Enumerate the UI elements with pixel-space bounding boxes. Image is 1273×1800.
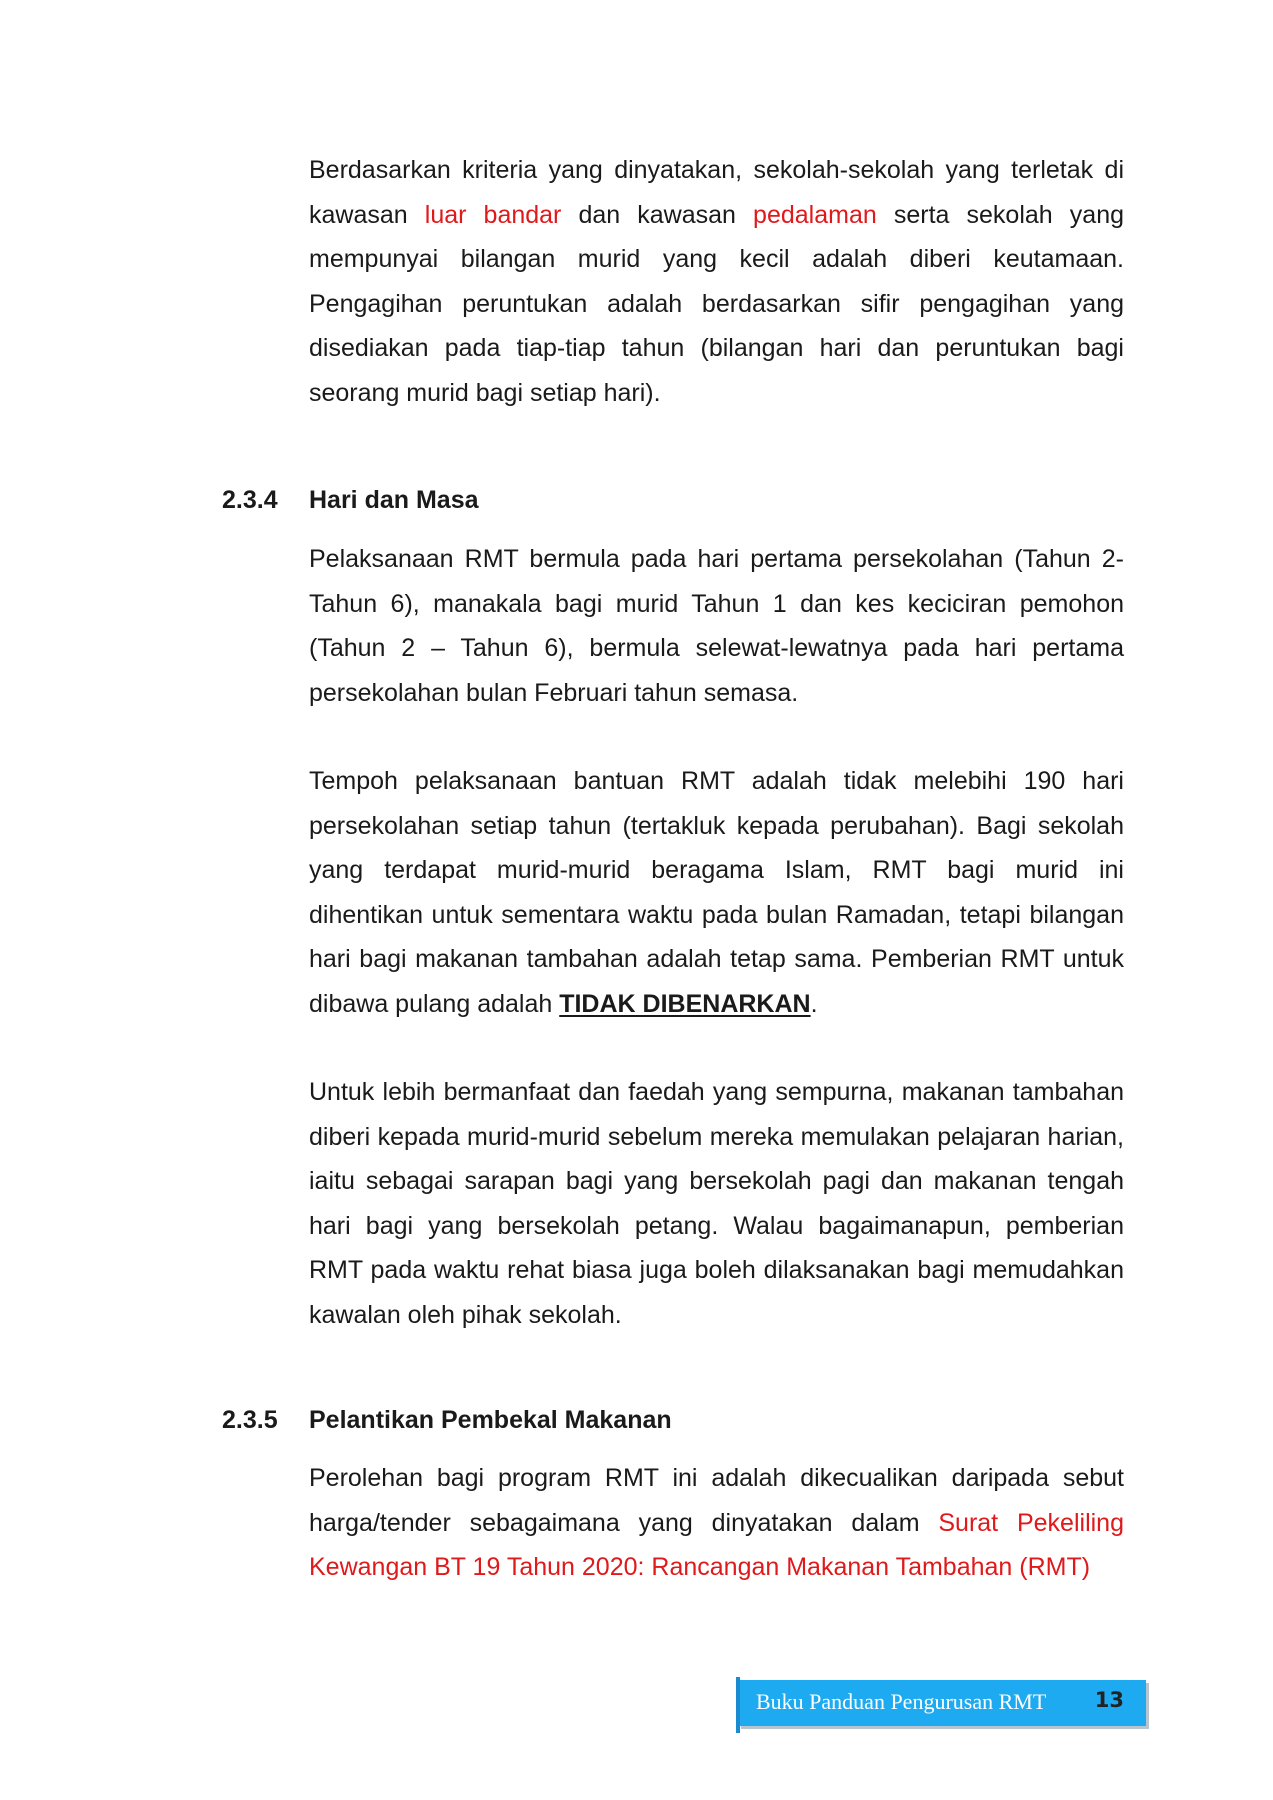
paragraph-text: Perolehan bagi program RMT ini adalah dikecualikan daripada sebut harga/tender sebagaimana yang dinyatakan dalam (309, 1464, 1124, 1537)
hari-masa-paragraph-2 (309, 759, 1124, 1026)
highlight-luar-bandar: luar bandar (424, 200, 562, 229)
intro-text-a: Berdasarkan kriteria yang dinyatakan, sekolah-sekolah yang terletak di kawasan (309, 156, 1124, 229)
intro-text-b: dan kawasan (561, 200, 754, 229)
paragraph-text: Untuk lebih bermanfaat dan faedah yang sempurna, makanan tambahan diberi kepada murid-murid sebelum mereka memulakan pelajaran harian, iaitu sebagai sarapan bagi yang bersekolah pagi dan makanan tengah hari bagi yang bersekolah petang. Walau bagaimanapun, pemberian RMT pada waktu rehat biasa juga boleh dilaksanakan bagi memudahkan kawalan oleh pihak sekolah. (309, 1078, 1124, 1329)
page-number: 13 (1094, 1688, 1124, 1712)
intro-text-c: serta sekolah yang mempunyai bilangan murid yang kecil adalah diberi keutamaan. Pengagihan peruntukan adalah berdasarkan sifir pengagihan yang disediakan pada tiap-tiap tahun (bilangan hari dan peruntukan bagi seorang murid bagi setiap hari). (309, 200, 1124, 407)
section-title: Hari dan Masa (309, 486, 479, 514)
pembekal-paragraph (309, 1456, 1124, 1590)
section-heading-2-3-4 (222, 485, 479, 515)
intro-paragraph (309, 148, 1124, 415)
paragraph-end: . (810, 989, 818, 1018)
section-number: 2.3.5 (222, 1406, 278, 1434)
paragraph-text: Tempoh pelaksanaan bantuan RMT adalah tidak melebihi 190 hari persekolahan setiap tahun (tertakluk kepada perubahan). Bagi sekolah yang terdapat murid-murid beragama Islam, RMT bagi murid ini dihentikan untuk sementara waktu pada bulan Ramadan, tetapi bilangan hari bagi makanan tambahan adalah tetap sama. Pemberian RMT untuk dibawa pulang adalah (309, 767, 1124, 1018)
footer-edge-bar (736, 1677, 740, 1733)
highlight-surat-pekeliling: Surat Pekeliling Kewangan BT 19 Tahun 2020: Rancangan Makanan Tambahan (RMT) (309, 1508, 1124, 1581)
paragraph-text: Pelaksanaan RMT bermula pada hari pertama persekolahan (Tahun 2-Tahun 6), manakala bagi murid Tahun 1 dan kes keciciran pemohon (Tahun 2 – Tahun 6), bermula selewat-lewatnya pada hari pertama persekolahan bulan Februari tahun semasa. (309, 545, 1124, 707)
hari-masa-paragraph-1 (309, 537, 1124, 715)
tidak-dibenarkan-emphasis: TIDAK DIBENARKAN (559, 989, 811, 1018)
footer-title: Buku Panduan Pengurusan RMT (756, 1689, 1047, 1714)
section-heading-2-3-5 (222, 1405, 672, 1435)
section-number: 2.3.4 (222, 486, 278, 514)
page-footer (738, 1680, 1146, 1726)
hari-masa-paragraph-3 (309, 1070, 1124, 1337)
section-title: Pelantikan Pembekal Makanan (309, 1406, 672, 1434)
highlight-pedalaman: pedalaman (753, 200, 877, 229)
